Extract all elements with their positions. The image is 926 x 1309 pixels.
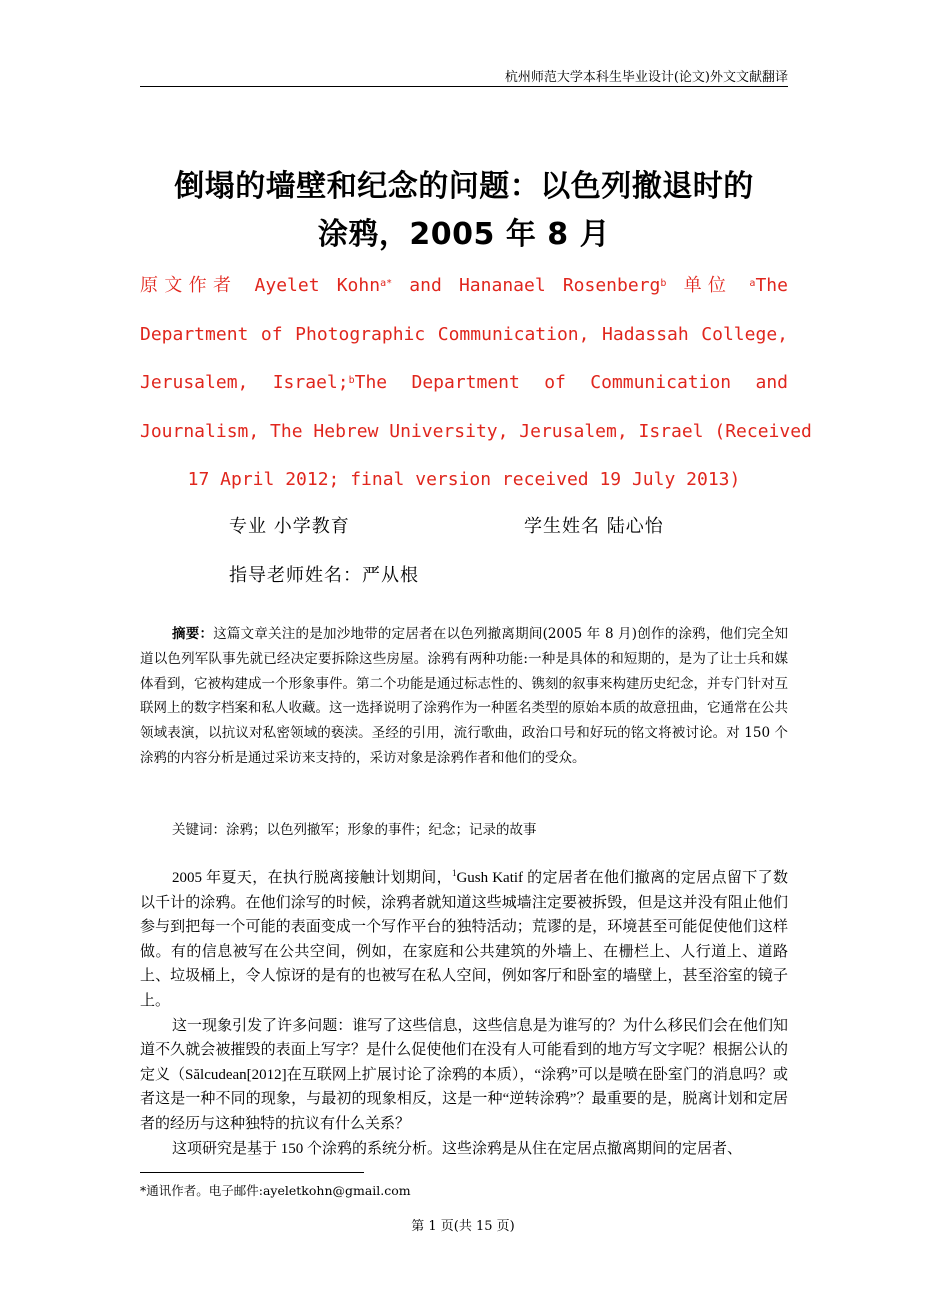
author-name-b: Hananael Rosenberg <box>458 275 661 296</box>
p1-pre: 2005 年夏天，在执行脱离接触计划期间， <box>172 870 452 886</box>
advisor-name-field: 指导老师姓名：严从根 <box>229 565 419 586</box>
major-field: 专业 小学教育 <box>229 516 350 537</box>
keywords-label: 关键词： <box>172 822 226 838</box>
author-and: and <box>409 275 442 296</box>
page-number: 第 1 页(共 15 页) <box>411 1219 515 1234</box>
affiliation-a-line: Department of Photographic Communication, Hadassah College, <box>140 323 788 345</box>
p1-place-name: Gush Katif <box>456 870 524 886</box>
affiliation-b-line <box>140 359 788 408</box>
abstract-text: 这篇文章关注的是加沙地带的定居者在以色列撤离期间(2005 年 8 月)创作的涂鸦，他们完全知道以色列军队事先就已经决定要拆除这些房屋。涂鸦有两种功能:一种是具体的和短期的，是为了让士兵和媒体看到，它被构建成一个形象事件。第二个功能是通过标志性的、镌刻的叙事来构建历史纪念，并专门针对互联网上的数字档案和私人收藏。这一选择说明了涂鸦作为一种匿名类型的原始本质的故意扭曲，它通常在公共领域表演，以抗议对私密领域的亵渎。圣经的引用，流行歌曲，政治口号和好玩的铭文将被讨论。对 150 个涂鸦的内容分析是通过采访来支持的，采访对象是涂鸦作者和他们的受众。 <box>140 626 789 766</box>
header-rule <box>140 86 788 87</box>
affiliation-a-part1: The <box>755 275 788 296</box>
unit-label: 单位 <box>683 275 733 296</box>
author-name-a: Ayelet Kohn <box>254 275 381 296</box>
footnote: *通讯作者。电子邮件:ayeletkohn@gmail.com <box>140 1183 411 1198</box>
footnote-ref-1: 1 <box>451 868 457 878</box>
author-sup-a: a* <box>380 278 393 289</box>
affiliation-b-line-2: Journalism, The Hebrew University, Jerusalem, Israel (Received <box>140 420 812 442</box>
title-line-1: 倒塌的墙壁和纪念的问题：以色列撤退时的 <box>174 169 754 204</box>
document-title <box>140 163 788 259</box>
affiliation-a-part3: Jerusalem, Israel; <box>140 372 349 393</box>
author-affiliation-block <box>140 262 812 505</box>
title-line-2: 涂鸦，2005 年 8 月 <box>317 217 611 252</box>
abstract-label: 摘要： <box>172 626 214 642</box>
student-name-field: 学生姓名 陆心怡 <box>524 516 664 537</box>
footnote-rule <box>140 1172 364 1173</box>
affiliation-b-part1: The Department of Communication and <box>354 372 788 393</box>
received-dates: 17 April 2012; final version received 19 July 2013) <box>187 469 741 490</box>
running-header: 杭州师范大学本科生毕业设计(论文)外文文献翻译 <box>504 70 788 85</box>
p1-post: 的定居者在他们撤离的定居点留下了数以千计的涂鸦。在他们涂写的时候，涂鸦者就知道这些城墙注定要被拆毁，但是这并没有阻止他们参与到把每一个可能的表面变成一个写作平台的独特活动；荒谬的是，环境甚至可能促使他们这样做。有的信息被写在公共空间，例如，在家庭和公共建筑的外墙上、在栅栏上、人行道上、道路上、垃圾桶上，令人惊讶的是有的也被写在私人空间，例如客厅和卧室的墙壁上，甚至浴室的镜子上。 <box>140 870 788 1009</box>
unit-sup-b: b <box>348 375 355 386</box>
author-line <box>140 262 788 311</box>
body-text <box>140 861 788 1161</box>
author-sup-b: b <box>660 278 667 289</box>
keywords <box>172 818 537 838</box>
keywords-text: 涂鸦；以色列撤军；形象的事件；纪念；记录的故事 <box>226 822 537 838</box>
abstract <box>140 622 788 771</box>
author-label: 原文作者 <box>140 275 238 296</box>
paragraph-3: 这项研究是基于 150 个涂鸦的系统分析。这些涂鸦是从住在定居点撤离期间的定居者、 <box>172 1140 743 1157</box>
paragraph-1 <box>140 861 788 1014</box>
paragraph-2: 这一现象引发了许多问题：谁写了这些信息，这些信息是为谁写的？为什么移民们会在他们知道不久就会被摧毁的表面上写字？是什么促使他们在没有人可能看到的地方写文字呢？根据公认的定义（Sălcudean[2012]在互联网上扩展讨论了涂鸦的本质），“涂鸦”可以是喷在卧室门的消息吗？或者这是一种不同的现象，与最初的现象相反，这是一种“逆转涂鸦”？最重要的是，脱离计划和定居者的经历与这种独特的抗议有什么关系？ <box>140 1017 788 1132</box>
unit-sup-a: a <box>749 278 756 289</box>
